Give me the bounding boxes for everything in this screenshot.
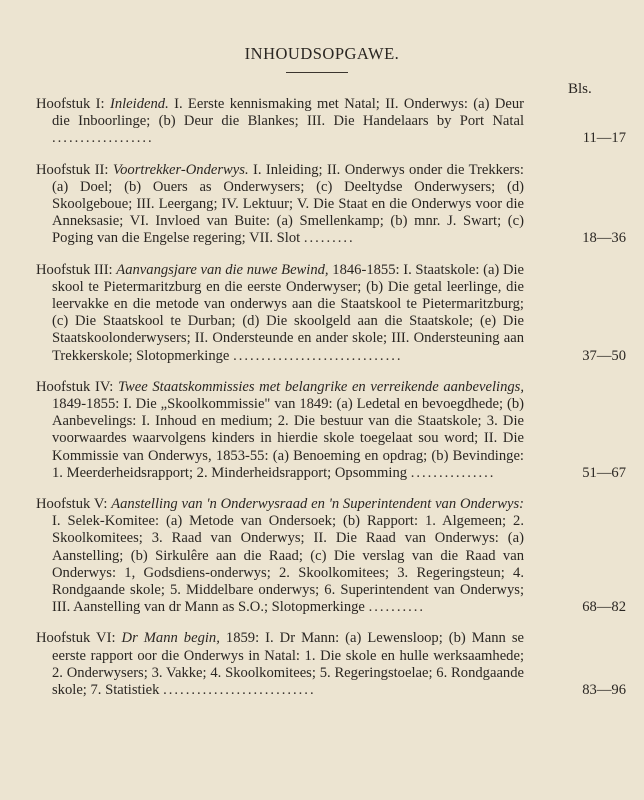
leader-dots: .................. (52, 130, 154, 147)
chapter-label: Hoofstuk VI: (36, 630, 116, 647)
chapter-subject: Dr Mann begin, (121, 630, 220, 647)
chapter-label: Hoofstuk IV: (36, 378, 114, 395)
chapter-subject: Aanvangsjare van die nuwe Bewind, (116, 261, 329, 278)
chapter-contents: I. Selek-Komitee: (a) Metode van Ondersoek; (b) Rapport: 1. Algemeen; 2. Skoolkomitees; 3. Raad van Onderwys; II. Die Raad van Onderwys: (a) Aanstelling; (b) Sirkulêre aan die Raad; (c) Die verslag van die Raad van Onderwys: 1, Godsdiens-onderwys; 2. Skoolkomitees; 3. Regeringsteun; 4. Rondgaande skole; 5. Middelbare onderwys; 6. Superintendent van Onderwys; III. Aanstelling van dr Mann as S.O.; Slotopmerkinge (52, 513, 524, 616)
table-of-contents (0, 96, 644, 701)
leader-dots: ......... (303, 230, 355, 247)
chapter-contents: I. Eerste kennismaking met Natal; II. Onderwys: (a) Deur die Inboorlinge; (b) Deur die Blankes; III. Die Handelaars by Port Natal (52, 96, 525, 130)
chapter-contents: I. Inleiding; II. Onderwys onder die Trekkers: (a) Doel; (b) Ouers as Onderwysers; (c) Deeltydse Onderwysers; (d) Skoolgeboue; III. Leergang; IV. Lektuur; V. Die Staat en die Onderwys voor die Anneksasie; VI. Invloed van Buite: (a) Smellenkamp; (b) mnr. J. Swart; (c) Poging van die Engelse regering; VII. Slot (52, 161, 524, 247)
leader-dots: ............... (410, 464, 496, 481)
page-range: 37—50 (582, 347, 626, 364)
toc-entry (36, 630, 626, 699)
page-range: 51—67 (582, 464, 626, 481)
chapter-contents: 1859: I. Dr Mann: (a) Lewensloop; (b) Mann se eerste rapport oor die Onderwys in Natal: 1. Die skole en hulle werksaamhede; 2. Onderwysers; 3. Vakke; 4. Skoolkomitees; 5. Regeringstoelae; 6. Rondgaande skole; 7. Statistiek (52, 630, 524, 699)
title-rule (286, 72, 348, 73)
chapter-subject: Voortrekker-Onderwys. (112, 161, 249, 178)
page-range: 83—96 (582, 682, 626, 699)
page-range: 11—17 (582, 130, 626, 147)
chapter-subject: Inleidend. (109, 96, 169, 112)
page-range: 68—82 (582, 599, 626, 616)
chapter-contents: 1849-1855: I. Die „Skoolkommissie" van 1849: (a) Ledetal en bevoegdhede; (b) Aanbevelings: I. Inhoud en medium; 2. Die bestuur van die Staatskole; 3. Die voorwaardes waarvolgens kinders in hierdie skole toegelaat sou word; II. Die Kommissie van Onderwys, 1853-55: (a) Benoeming en opdrag; (b) Bevindinge: 1. Meerderheidsrapport; 2. Minderheidsrapport; Opsomming (52, 396, 524, 481)
leader-dots: .............................. (233, 347, 403, 364)
chapter-label: Hoofstuk V: (36, 496, 108, 513)
toc-entry (36, 496, 626, 616)
leader-dots: .......... (368, 599, 426, 616)
toc-entry (36, 378, 626, 482)
pages-column-header: Bls. (568, 81, 592, 97)
leader-dots: ........................... (163, 682, 316, 699)
chapter-label: Hoofstuk I: (36, 96, 105, 112)
chapter-label: Hoofstuk III: (36, 261, 113, 278)
page-range: 18—36 (582, 230, 626, 247)
toc-entry (36, 96, 626, 148)
chapter-subject: Twee Staatskommissies met belangrike en verreikende aanbevelings, (118, 378, 524, 395)
toc-entry (36, 261, 626, 365)
chapter-label: Hoofstuk II: (36, 161, 109, 178)
chapter-subject: Aanstelling van 'n Onderwysraad en 'n Superintendent van Onderwys: (111, 496, 524, 513)
toc-entry (36, 161, 626, 248)
page-title: INHOUDSOPGAWE. (244, 44, 400, 63)
chapter-contents: 1846-1855: I. Staatskole: (a) Die skool te Pietermaritzburg en die eerste Onderwyser; (b) Die getal leerlinge, die leervakke en die metode van onderwys aan die Staatskool te Pietermaritzburg; (c) Die Staatskool te Durban; (d) Die skoolgeld aan die Staatskole; (e) Die Staatskoolonderwysers; II. Ondersteunde en ander skole; III. Ondersteuning aan Trekkerskole; Slotopmerkinge (52, 261, 525, 364)
